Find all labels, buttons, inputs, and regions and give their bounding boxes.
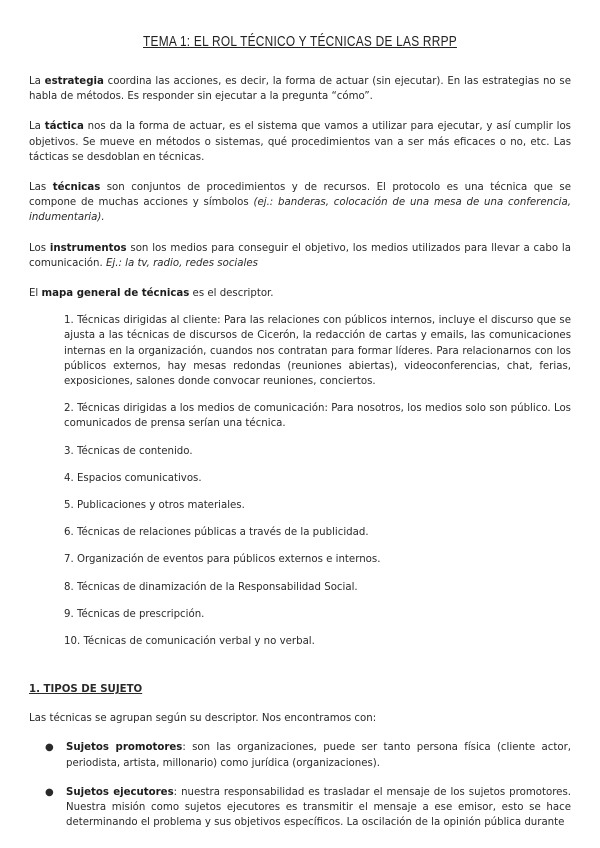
- section-intro: Las técnicas se agrupan según su descriptor. Nos encontramos con:: [29, 713, 377, 725]
- term-tecnicas: técnicas: [52, 182, 101, 194]
- document-title: TEMA 1: EL ROL TÉCNICO Y TÉCNICAS DE LAS RRPP: [143, 34, 457, 50]
- term-estrategia: estrategia: [44, 76, 104, 87]
- bullet-icon: ●: [45, 742, 54, 754]
- term-sujetos-ejecutores: Sujetos ejecutores: [66, 786, 174, 798]
- technique-item: 5. Publicaciones y otros materiales.: [64, 500, 245, 512]
- paragraph-estrategia: [29, 74, 571, 104]
- term-mapa: mapa general de técnicas: [41, 288, 190, 300]
- text-run: La: [29, 121, 45, 133]
- paragraph-tactica: [29, 119, 571, 165]
- text-run: El: [29, 288, 42, 300]
- text-run: nos da la forma de actuar, es el sistema que vamos a utilizar para ejecutar, y así cumplir los objetivos. Se mueve en métodos o sistemas, qué procedimientos van a ser más eficaces o no, etc. Las tácticas se desdoblan en técnicas.: [29, 121, 571, 163]
- technique-item: 8. Técnicas de dinamización de la Responsabilidad Social.: [64, 581, 358, 593]
- paragraph-instrumentos: [29, 241, 571, 271]
- section-heading: 1. TIPOS DE SUJETO: [29, 684, 143, 696]
- paragraph-tecnicas: [29, 180, 571, 226]
- subject-types-list: [29, 740, 571, 830]
- technique-item: 7. Organización de eventos para públicos externos e internos.: [64, 554, 381, 566]
- technique-item: 1. Técnicas dirigidas al cliente: Para las relaciones con públicos internos, incluye el discurso que se ajusta a las técnicas de discursos de Cicerón, la redacción de cartas y emails, las comunicaciones internas en la organización, cuandos nos contratan para formar líderes. Para relacionarnos con los públicos externos, hay mesas redondas (reuniones abiertas), videoconferencias, chat, ferias, exposiciones, salones donde convocar reuniones, conciertos.: [64, 315, 571, 388]
- technique-item: 2. Técnicas dirigidas a los medios de comunicación: Para nosotros, los medios solo son público. Los comunicados de prensa serían una técnica.: [64, 403, 571, 430]
- text-run: Las: [29, 182, 53, 194]
- techniques-list: [29, 313, 571, 649]
- example-text: (ej.: banderas, colocación de una mesa de una conferencia, indumentaria).: [29, 197, 571, 224]
- text-run: coordina las acciones, es decir, la forma de actuar (sin ejecutar). En las estrategias no se habla de métodos. Es responder sin ejecutar a la pregunta “cómo”.: [29, 76, 571, 103]
- text-run: : nuestra responsabilidad es trasladar el mensaje de los sujetos promotores. Nuestra misión como sujetos ejecutores es transmitir el mensaje a ese emisor, esto se hace determinando el problema y sus objetivos específicos. La oscilación de la opinión pública durante: [66, 786, 571, 829]
- bullet-item: [45, 740, 571, 770]
- text-run: es el descriptor.: [189, 288, 274, 300]
- text-run: Los: [29, 242, 50, 254]
- text-run: La: [29, 76, 45, 87]
- text-run: son conjuntos de procedimientos y de recursos. El protocolo es una técnica que se compone de muchas acciones y símbolos: [29, 182, 572, 209]
- term-instrumentos: instrumentos: [49, 242, 127, 254]
- term-sujetos-promotores: Sujetos promotores: [66, 742, 183, 754]
- text-run: : son las organizaciones, puede ser tanto persona física (cliente actor, periodista, artista, millonario) como jurídica (organizaciones).: [66, 742, 571, 769]
- text-run: son los medios para conseguir el objetivo, los medios utilizados para llevar a cabo la comunicación.: [29, 242, 571, 269]
- term-tactica: táctica: [44, 121, 84, 133]
- technique-item: 10. Técnicas de comunicación verbal y no verbal.: [64, 636, 315, 648]
- paragraph-mapa: [29, 286, 571, 301]
- example-text: Ej.: la tv, radio, redes sociales: [105, 257, 258, 269]
- technique-item: 9. Técnicas de prescripción.: [64, 608, 205, 620]
- bullet-item: [45, 785, 571, 831]
- technique-item: 4. Espacios comunicativos.: [64, 472, 202, 484]
- technique-item: 3. Técnicas de contenido.: [64, 445, 193, 457]
- technique-item: 6. Técnicas de relaciones públicas a través de la publicidad.: [64, 527, 369, 539]
- bullet-icon: ●: [45, 786, 54, 798]
